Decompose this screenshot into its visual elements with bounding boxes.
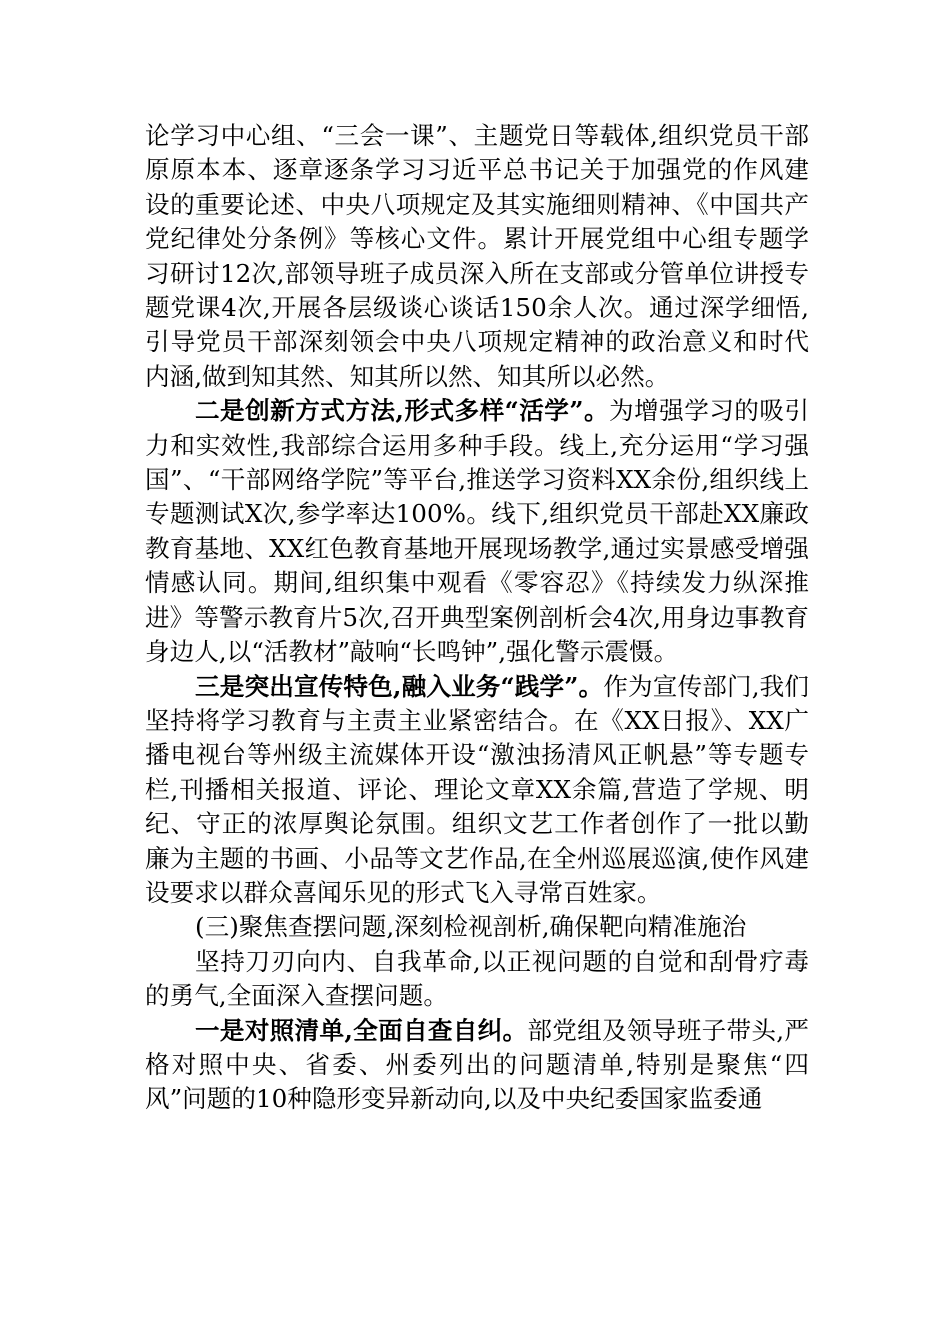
section-heading-3: (三)聚焦查摆问题,深刻检视剖析,确保靶向精准施治 (195, 912, 747, 942)
paragraph-study-summary: 论学习中心组、“三会一课”、主题党日等载体,组织党员干部原原本本、逐章逐条学习习近平总书记关于加强党的作风建设的重要论述、中央八项规定及其实施细则精神、《中国共产党纪律处分条例》等核心文件。累计开展党组中心组专题学习研讨12次,部领导班子成员深入所在支部或分管单位讲授专题党课4次,开展各层级谈心谈话150余人次。通过深学细悟,引导党员干部深刻领会中央八项规定精神的政治意义和时代内涵,做到知其然、知其所以然、知其所以必然。 (145, 121, 809, 391)
paragraph-body-publicity-features: 作为宣传部门,我们坚持将学习教育与主责主业紧密结合。在《XX日报》、XX广播电视台等州级主流媒体开设“激浊扬清风正帆悬”等专题专栏,刊播相关报道、评论、理论文章XX余篇,营造了学规、明纪、守正的浓厚舆论氛围。组织文艺工作者创作了一批以勤廉为主题的书画、小品等文艺作品,在全州巡展巡演,使作风建设要求以群众喜闻乐见的形式飞入寻常百姓家。 (145, 671, 809, 907)
paragraph-body-checklist-review: 部党组及领导班子带头,严格对照中央、省委、州委列出的问题清单,特别是聚焦“四风”问题的10种隐形变异新动向,以及中央纪委国家监委通 (145, 1015, 809, 1114)
paragraph-self-revolution: 坚持刀刃向内、自我革命,以正视问题的自觉和刮骨疗毒的勇气,全面深入查摆问题。 (145, 946, 809, 1011)
paragraph-publicity-features (145, 670, 809, 911)
paragraph-checklist-review (145, 1014, 809, 1117)
paragraph-lead-checklist-review: 一是对照清单,全面自查自纠。 (195, 1015, 528, 1045)
paragraph-body-innovative-methods: 为增强学习的吸引力和实效性,我部综合运用多种手段。线上,充分运用“学习强国”、“干部网络学院”等平台,推送学习资料XX余份,组织线上专题测试X次,参学率达100%。线下,组织党员干部赴XX廉政教育基地、XX红色教育基地开展现场教学,通过实景感受增强情感认同。期间,组织集中观看《零容忍》《持续发力纵深推进》等警示教育片5次,召开典型案例剖析会4次,用身边事教育身边人,以“活教材”敲响“长鸣钟”,强化警示震慑。 (145, 396, 809, 667)
paragraph-innovative-methods (145, 394, 809, 669)
document-page (145, 119, 809, 1117)
paragraph-lead-publicity-features: 三是突出宣传特色,融入业务“践学”。 (195, 671, 604, 701)
paragraph-lead-innovative-methods: 二是创新方式方法,形式多样“活学”。 (195, 396, 610, 426)
